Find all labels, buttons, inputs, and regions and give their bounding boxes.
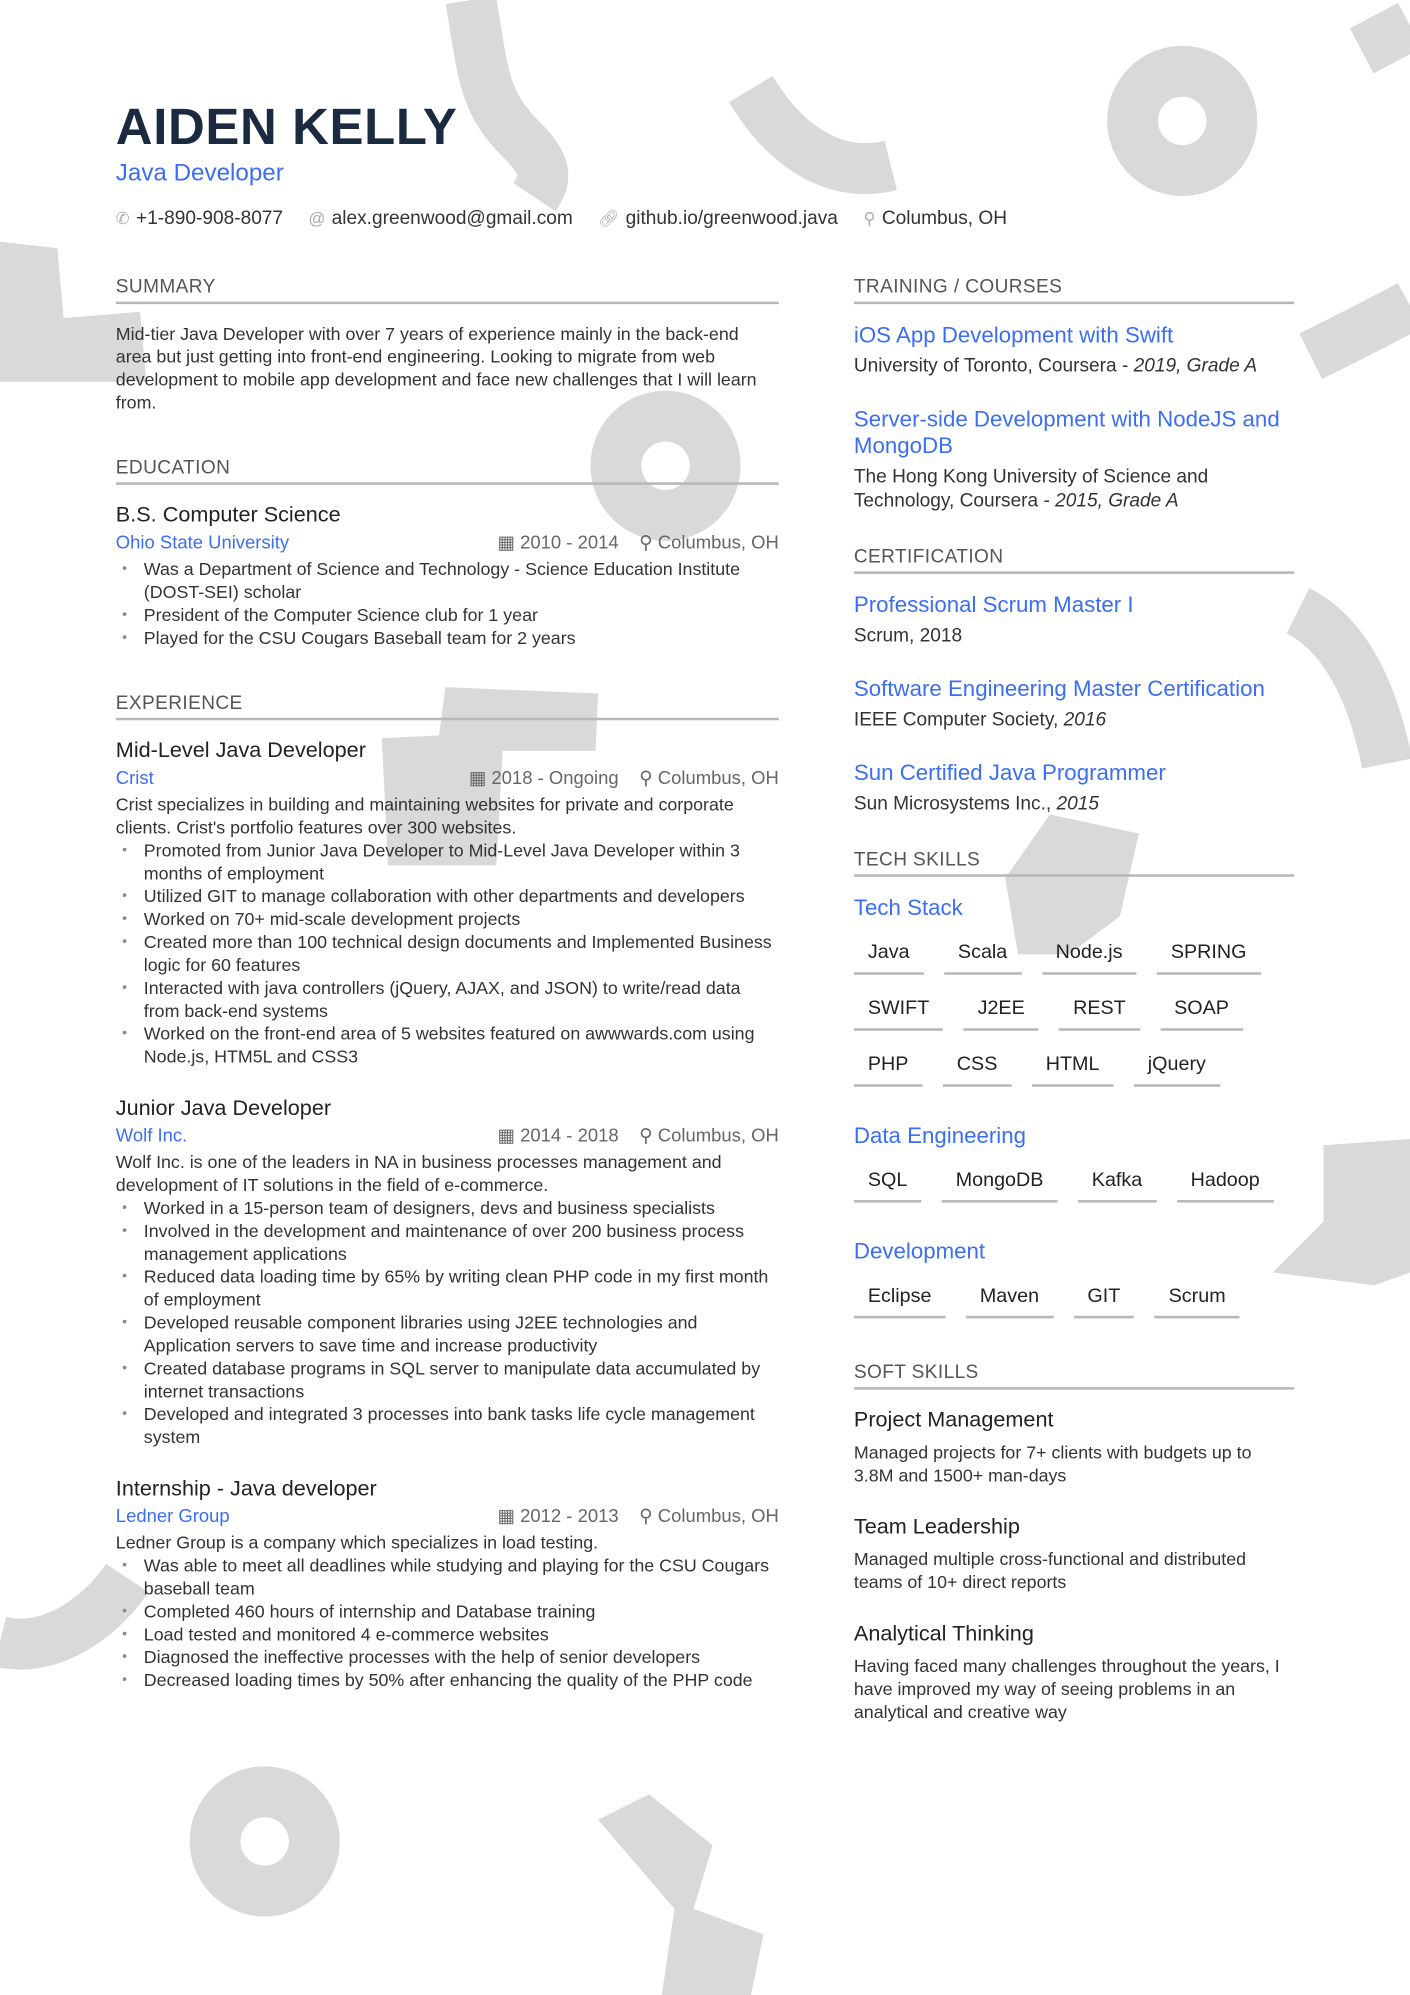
skill-tag: MongoDB xyxy=(942,1169,1058,1202)
left-column xyxy=(116,276,779,1734)
skill-tag: Scala xyxy=(944,942,1021,975)
section-heading: CERTIFICATION xyxy=(854,546,1294,574)
job-entry xyxy=(116,1096,779,1448)
list-item: • Interacted with java controllers (jQuery, AJAX, and JSON) to write/read data from back-end systems xyxy=(116,976,779,1022)
job-entry xyxy=(116,1476,779,1691)
job-meta xyxy=(116,769,779,789)
dates: 2018 - Ongoing xyxy=(491,768,619,789)
calendar-icon: ▦ xyxy=(497,1126,521,1147)
list-item: • Load tested and monitored 4 e-commerce websites xyxy=(116,1623,779,1646)
company-description: Ledner Group is a company which specializes in load testing. xyxy=(115,1532,599,1553)
dates: 2010 - 2014 xyxy=(520,533,619,554)
location-pin-icon: ⚲ xyxy=(639,533,658,554)
certification-detail xyxy=(854,792,1294,816)
training-title[interactable]: Server-side Development with NodeJS and MongoDB xyxy=(853,405,1280,459)
section-heading: TRAINING / COURSES xyxy=(854,276,1294,304)
detail: 2015, Grade A xyxy=(1055,489,1179,512)
section-heading: EDUCATION xyxy=(116,457,779,485)
list-item: • Reduced data loading time by 65% by writing clean PHP code in my first month of employment xyxy=(116,1265,779,1311)
skill-tag: Eclipse xyxy=(854,1285,946,1318)
right-column xyxy=(854,276,1294,1766)
org: The Hong Kong University of Science and Technology, Coursera - xyxy=(853,465,1209,512)
job-meta xyxy=(116,1126,779,1146)
soft-skill-title: Analytical Thinking xyxy=(853,1621,1034,1646)
course-entry xyxy=(854,592,1294,648)
job-dates-location xyxy=(498,1507,779,1527)
list-item: • Developed and integrated 3 processes into bank tasks life cycle management system xyxy=(116,1402,779,1448)
list-item: • Created more than 100 technical design documents and Implemented Business logic for 60 features xyxy=(116,930,779,976)
education-section xyxy=(116,457,779,649)
skill-tag: jQuery xyxy=(1134,1054,1220,1087)
location: Columbus, OH xyxy=(657,1126,779,1147)
spacer xyxy=(619,1126,640,1146)
job-bullets xyxy=(116,1196,779,1448)
org: Sun Microsystems Inc., xyxy=(853,792,1057,815)
org: IEEE Computer Society, xyxy=(853,708,1064,731)
skill-group-title: Development xyxy=(853,1238,986,1264)
spacer xyxy=(619,1507,640,1527)
list-item: • Involved in the development and maintenance of over 200 business process management applications xyxy=(116,1219,779,1265)
detail: 2015 xyxy=(1056,792,1099,815)
list-item: • Worked in a 15-person team of designers, devs and business specialists xyxy=(116,1196,779,1219)
list-item: • Decreased loading times by 50% after enhancing the quality of the PHP code xyxy=(116,1668,779,1691)
soft-skill-text: Managed projects for 7+ clients with budgets up to 3.8M and 1500+ man-days xyxy=(853,1441,1252,1486)
soft-skills-section xyxy=(854,1362,1294,1723)
list-item: • Was a Department of Science and Technology - Science Education Institute (DOST-SEI) scholar xyxy=(116,557,779,603)
location-pin-icon: ⚲ xyxy=(863,208,876,228)
list-item: • Worked on 70+ mid-scale development projects xyxy=(116,907,779,930)
skill-group-title: Tech Stack xyxy=(853,894,963,921)
skill-tag: J2EE xyxy=(964,998,1039,1031)
soft-list xyxy=(854,1407,1294,1723)
certification-title[interactable]: Professional Scrum Master I xyxy=(853,591,1134,618)
training-section xyxy=(854,276,1294,513)
soft-skill xyxy=(854,1407,1294,1486)
soft-skill-title: Team Leadership xyxy=(853,1514,1020,1539)
summary-text: Mid-tier Java Developer with over 7 years of experience mainly in the back-end area but just getting into front-end engineering. Looking to migrate from web development to mobile app development and face new challenges that I will learn from. xyxy=(115,323,757,413)
detail: 2016 xyxy=(1063,708,1107,731)
dates: 2012 - 2013 xyxy=(520,1506,619,1528)
certification-title[interactable]: Sun Certified Java Programmer xyxy=(853,759,1166,786)
course-entry xyxy=(854,406,1294,513)
section-heading: SOFT SKILLS xyxy=(854,1362,1294,1390)
skill-tags xyxy=(854,942,1287,1087)
summary-section xyxy=(116,276,779,413)
job-bullets xyxy=(116,1554,779,1691)
list-item: • Developed reusable component libraries using J2EE technologies and Application servers to save time and increase productivity xyxy=(116,1311,779,1357)
job-bullets xyxy=(116,839,779,1068)
list-item: • Worked on the front-end area of 5 websites featured on awwwards.com using Node.js, HTM5L and CSS3 xyxy=(116,1022,779,1068)
skill-tags xyxy=(854,1285,1287,1318)
company: Ledner Group xyxy=(115,1506,230,1528)
spacer xyxy=(619,769,640,789)
location: Columbus, OH xyxy=(657,533,779,554)
location: Columbus, OH xyxy=(657,1506,779,1528)
skill-tag: REST xyxy=(1059,998,1140,1031)
experience-section xyxy=(116,692,779,1691)
job-entry xyxy=(116,738,779,1068)
skill-tags xyxy=(854,1169,1287,1202)
job-meta xyxy=(116,1507,779,1527)
skill-tag: Node.js xyxy=(1042,942,1137,975)
link-icon: 🔗︎ xyxy=(598,208,620,228)
skill-tag: HTML xyxy=(1032,1054,1114,1087)
location-pin-icon: ⚲ xyxy=(639,1126,658,1147)
list-item: • Promoted from Junior Java Developer to Mid-Level Java Developer within 3 months of employment xyxy=(116,839,779,885)
certification-title[interactable]: Software Engineering Master Certification xyxy=(853,675,1265,702)
skill-tag: CSS xyxy=(943,1054,1012,1087)
skill-tag: SQL xyxy=(854,1169,921,1202)
list-item: • Played for the CSU Cougars Baseball team for 2 years xyxy=(116,626,779,649)
location: ⚲ Columbus, OH xyxy=(863,207,1008,230)
skill-tag: Maven xyxy=(966,1285,1053,1318)
list-item: • Was able to meet all deadlines while studying and playing for the CSU Cougars baseball team xyxy=(116,1554,779,1600)
school: Ohio State University xyxy=(115,533,290,554)
calendar-icon: ▦ xyxy=(468,768,492,789)
certification-detail xyxy=(854,708,1294,732)
company: Wolf Inc. xyxy=(115,1126,188,1147)
course-entry xyxy=(854,676,1294,732)
training-detail xyxy=(854,354,1294,378)
job-title: Internship - Java developer xyxy=(115,1476,377,1501)
skill-tag: GIT xyxy=(1073,1285,1134,1318)
list-item: • Utilized GIT to manage collaboration with other departments and developers xyxy=(116,884,779,907)
soft-skill xyxy=(854,1621,1294,1723)
skill-tag: SOAP xyxy=(1160,998,1243,1031)
job-title: Java Developer xyxy=(115,160,284,188)
detail: 2019, Grade A xyxy=(1133,355,1258,377)
company-description: Wolf Inc. is one of the leaders in NA in business processes management and development of IT solutions in the field of e-commerce. xyxy=(115,1151,722,1195)
list-item: • Created database programs in SQL server to manipulate data accumulated by internet transactions xyxy=(116,1357,779,1403)
phone: ✆ +1-890-908-8077 xyxy=(115,207,284,230)
course-entry xyxy=(854,322,1294,378)
education-meta xyxy=(116,533,779,553)
location: Columbus, OH xyxy=(657,768,779,789)
list-item: • President of the Computer Science club for 1 year xyxy=(116,603,779,626)
section-heading: SUMMARY xyxy=(116,276,779,304)
candidate-name: AIDEN KELLY xyxy=(115,99,458,156)
section-heading: EXPERIENCE xyxy=(116,692,779,720)
org: Scrum, 2018 xyxy=(853,624,963,647)
skill-tag: Hadoop xyxy=(1177,1169,1274,1202)
skill-tag: Java xyxy=(854,942,924,975)
skill-tag: SPRING xyxy=(1157,942,1261,975)
location-pin-icon: ⚲ xyxy=(639,1506,658,1528)
company-description: Crist specializes in building and maintaining websites for private and corporate clients. Crist's portfolio features over 300 websites. xyxy=(115,794,734,838)
certification-detail xyxy=(854,624,1294,648)
job-title: Junior Java Developer xyxy=(115,1095,332,1120)
job-dates-location xyxy=(469,769,779,789)
list-item: • Completed 460 hours of internship and Database training xyxy=(116,1600,779,1623)
skill-tag: Scrum xyxy=(1155,1285,1240,1318)
soft-skill-title: Project Management xyxy=(853,1407,1054,1432)
calendar-icon: ▦ xyxy=(497,533,521,554)
contact-row xyxy=(116,207,1007,229)
phone-icon: ✆ xyxy=(115,208,130,228)
degree: B.S. Computer Science xyxy=(115,502,341,527)
skill-group-title: Data Engineering xyxy=(853,1122,1026,1148)
at-icon: @ xyxy=(308,208,326,228)
training-detail xyxy=(854,464,1294,512)
skill-tag: SWIFT xyxy=(854,998,943,1031)
education-dates-location xyxy=(498,533,779,553)
website[interactable]: 🔗︎ github.io/greenwood.java xyxy=(598,207,838,230)
dates: 2014 - 2018 xyxy=(520,1126,619,1147)
certification-section xyxy=(854,546,1294,816)
tech-groups xyxy=(854,895,1294,1319)
training-title[interactable]: iOS App Development with Swift xyxy=(853,321,1174,348)
soft-skill xyxy=(854,1514,1294,1593)
course-entry xyxy=(854,760,1294,816)
education-bullets xyxy=(116,557,779,649)
tech-skills-section xyxy=(854,849,1294,1319)
location-pin-icon: ⚲ xyxy=(639,768,658,789)
skill-tag: PHP xyxy=(854,1054,923,1087)
email[interactable]: @ alex.greenwood@gmail.com xyxy=(308,207,573,230)
soft-skill-text: Managed multiple cross-functional and distributed teams of 10+ direct reports xyxy=(853,1548,1247,1592)
job-dates-location xyxy=(498,1126,779,1146)
jobs-list xyxy=(116,738,779,1691)
list-item: • Diagnosed the ineffective processes with the help of senior developers xyxy=(116,1645,779,1668)
skill-tag: Kafka xyxy=(1078,1169,1156,1202)
job-title: Mid-Level Java Developer xyxy=(115,738,366,763)
cert-list xyxy=(854,592,1294,816)
company: Crist xyxy=(115,768,154,789)
soft-skill-text: Having faced many challenges throughout the years, I have improved my way of seeing problems in an analytical and creative way xyxy=(853,1655,1280,1722)
section-heading: TECH SKILLS xyxy=(854,849,1294,877)
org: University of Toronto, Coursera - xyxy=(853,355,1134,377)
calendar-icon: ▦ xyxy=(497,1506,521,1528)
training-list xyxy=(854,322,1294,513)
